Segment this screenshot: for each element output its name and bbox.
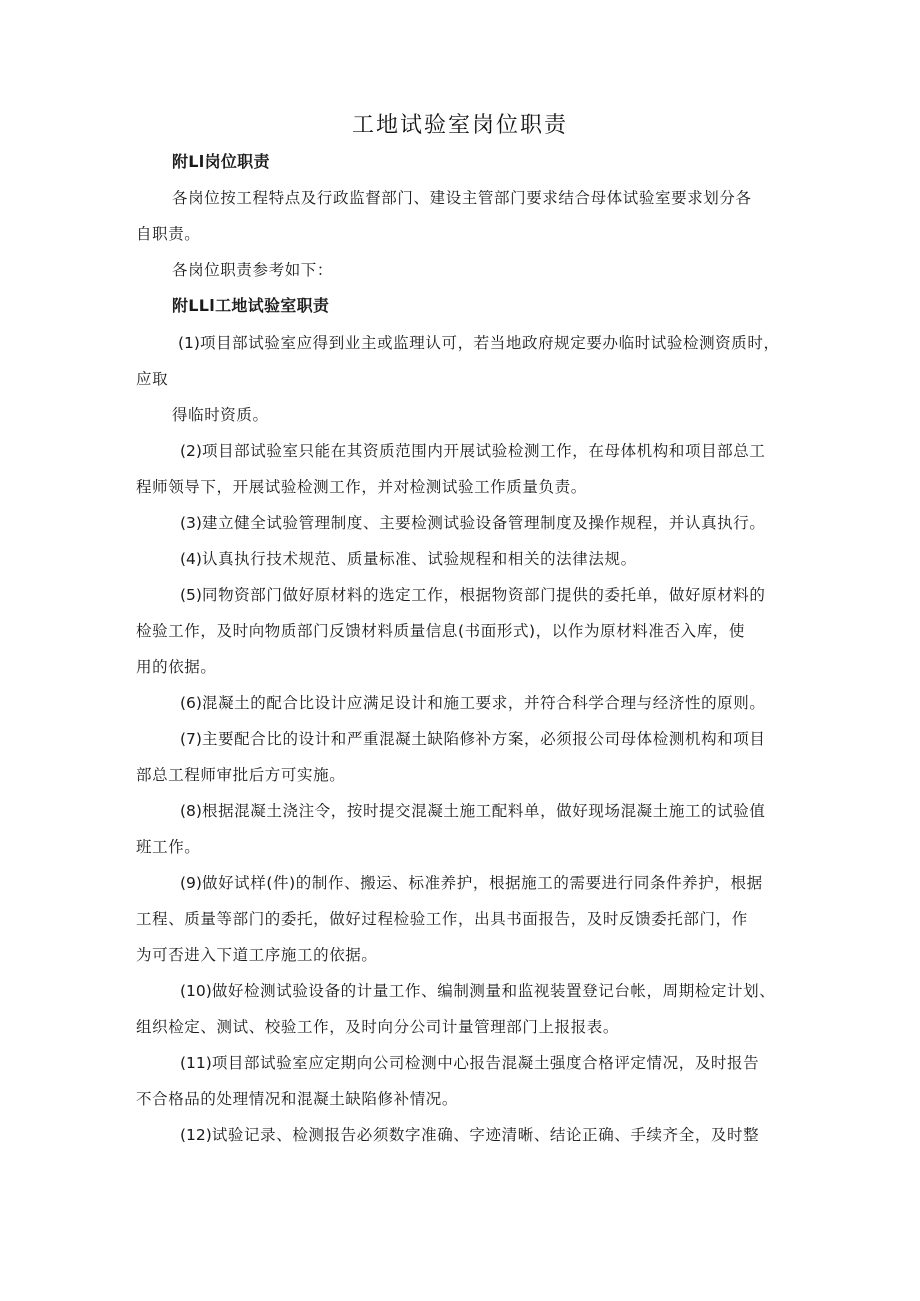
list-item-line [180,441,765,461]
list-item-line [178,333,780,353]
item-text: 认真执行技术规范、质量标准、试验规程和相关的法律法规。 [201,550,637,568]
item-text: 做好试样(件)的制作、搬运、标准养护，根据施工的需要进行同条件养护，根据 [201,874,763,892]
list-item-line [180,1053,759,1073]
intro-paragraph-line: 自职责。 [136,225,201,243]
item-text: 项目部试验室只能在其资质范围内开展试验检测工作，在母体机构和项目部总工 [201,442,766,460]
list-item-line: 应取 [136,370,169,388]
list-item-line [180,585,765,605]
item-number: (6) [180,694,202,712]
list-item-line [180,549,637,569]
list-item-line [180,873,763,893]
list-item-line: 组织检定、测试、校验工作，及时向分公司计量管理部门上报报表。 [136,1018,620,1036]
intro-paragraph-line: 各岗位按工程特点及行政监督部门、建设主管部门要求结合母体试验室要求划分各 [172,189,752,207]
list-item-line: 工程、质量等部门的委托，做好过程检验工作，出具书面报告，及时反馈委托部门，作 [136,910,748,928]
item-text: 主要配合比的设计和严重混凝土缺陷修补方案，必须报公司母体检测机构和项目 [201,730,766,748]
list-item-line [180,729,765,749]
item-text: 做好检测试验设备的计量工作、编制测量和监视装置登记台帐，周期检定计划、 [211,982,776,1000]
list-item-line: 班工作。 [136,838,201,856]
item-number: (4) [180,550,202,568]
list-item-line [180,513,765,533]
item-number: (1) [178,334,200,352]
sub-heading: 附LLl工地试验室职责 [172,296,330,315]
list-item-line [180,801,765,821]
item-text: 项目部试验室应得到业主或监理认可，若当地政府规定要办临时试验检测资质时， [199,334,780,352]
list-item-line [180,1125,759,1145]
list-item-line [180,693,765,713]
list-item-line [180,981,775,1001]
list-item-line: 程师领导下，开展试验检测工作，并对检测试验工作质量负责。 [136,478,587,496]
item-number: (11) [180,1054,212,1072]
list-item-line: 检验工作，及时向物质部门反馈材料质量信息(书面形式)，以作为原材料准否入库，使 [136,622,745,640]
item-number: (9) [180,874,202,892]
list-item-line: 部总工程师审批后方可实施。 [136,766,346,784]
item-number: (10) [180,982,212,1000]
item-number: (2) [180,442,202,460]
list-item-line: 得临时资质。 [172,406,269,424]
item-number: (3) [180,514,202,532]
section-heading: 附Ll岗位职责 [172,152,270,171]
item-number: (5) [180,586,202,604]
item-text: 根据混凝土浇注令，按时提交混凝土施工配料单，做好现场混凝土施工的试验值 [201,802,766,820]
list-item-line: 不合格品的处理情况和混凝土缺陷修补情况。 [136,1090,459,1108]
item-text: 混凝土的配合比设计应满足设计和施工要求，并符合科学合理与经济性的原则。 [201,694,766,712]
document-title: 工地试验室岗位职责 [351,113,568,138]
item-text: 试验记录、检测报告必须数字准确、字迹清晰、结论正确、手续齐全，及时整 [211,1126,760,1144]
item-number: (7) [180,730,202,748]
intro-paragraph-line: 各岗位职责参考如下： [172,261,334,279]
list-item-line: 为可否进入下道工序施工的依据。 [136,946,378,964]
list-item-line: 用的依据。 [136,658,217,676]
item-text: 项目部试验室应定期向公司检测中心报告混凝土强度合格评定情况，及时报告 [211,1054,760,1072]
item-text: 建立健全试验管理制度、主要检测试验设备管理制度及操作规程，并认真执行。 [201,514,766,532]
item-number: (8) [180,802,202,820]
item-text: 同物资部门做好原材料的选定工作，根据物资部门提供的委托单，做好原材料的 [201,586,766,604]
item-number: (12) [180,1126,212,1144]
